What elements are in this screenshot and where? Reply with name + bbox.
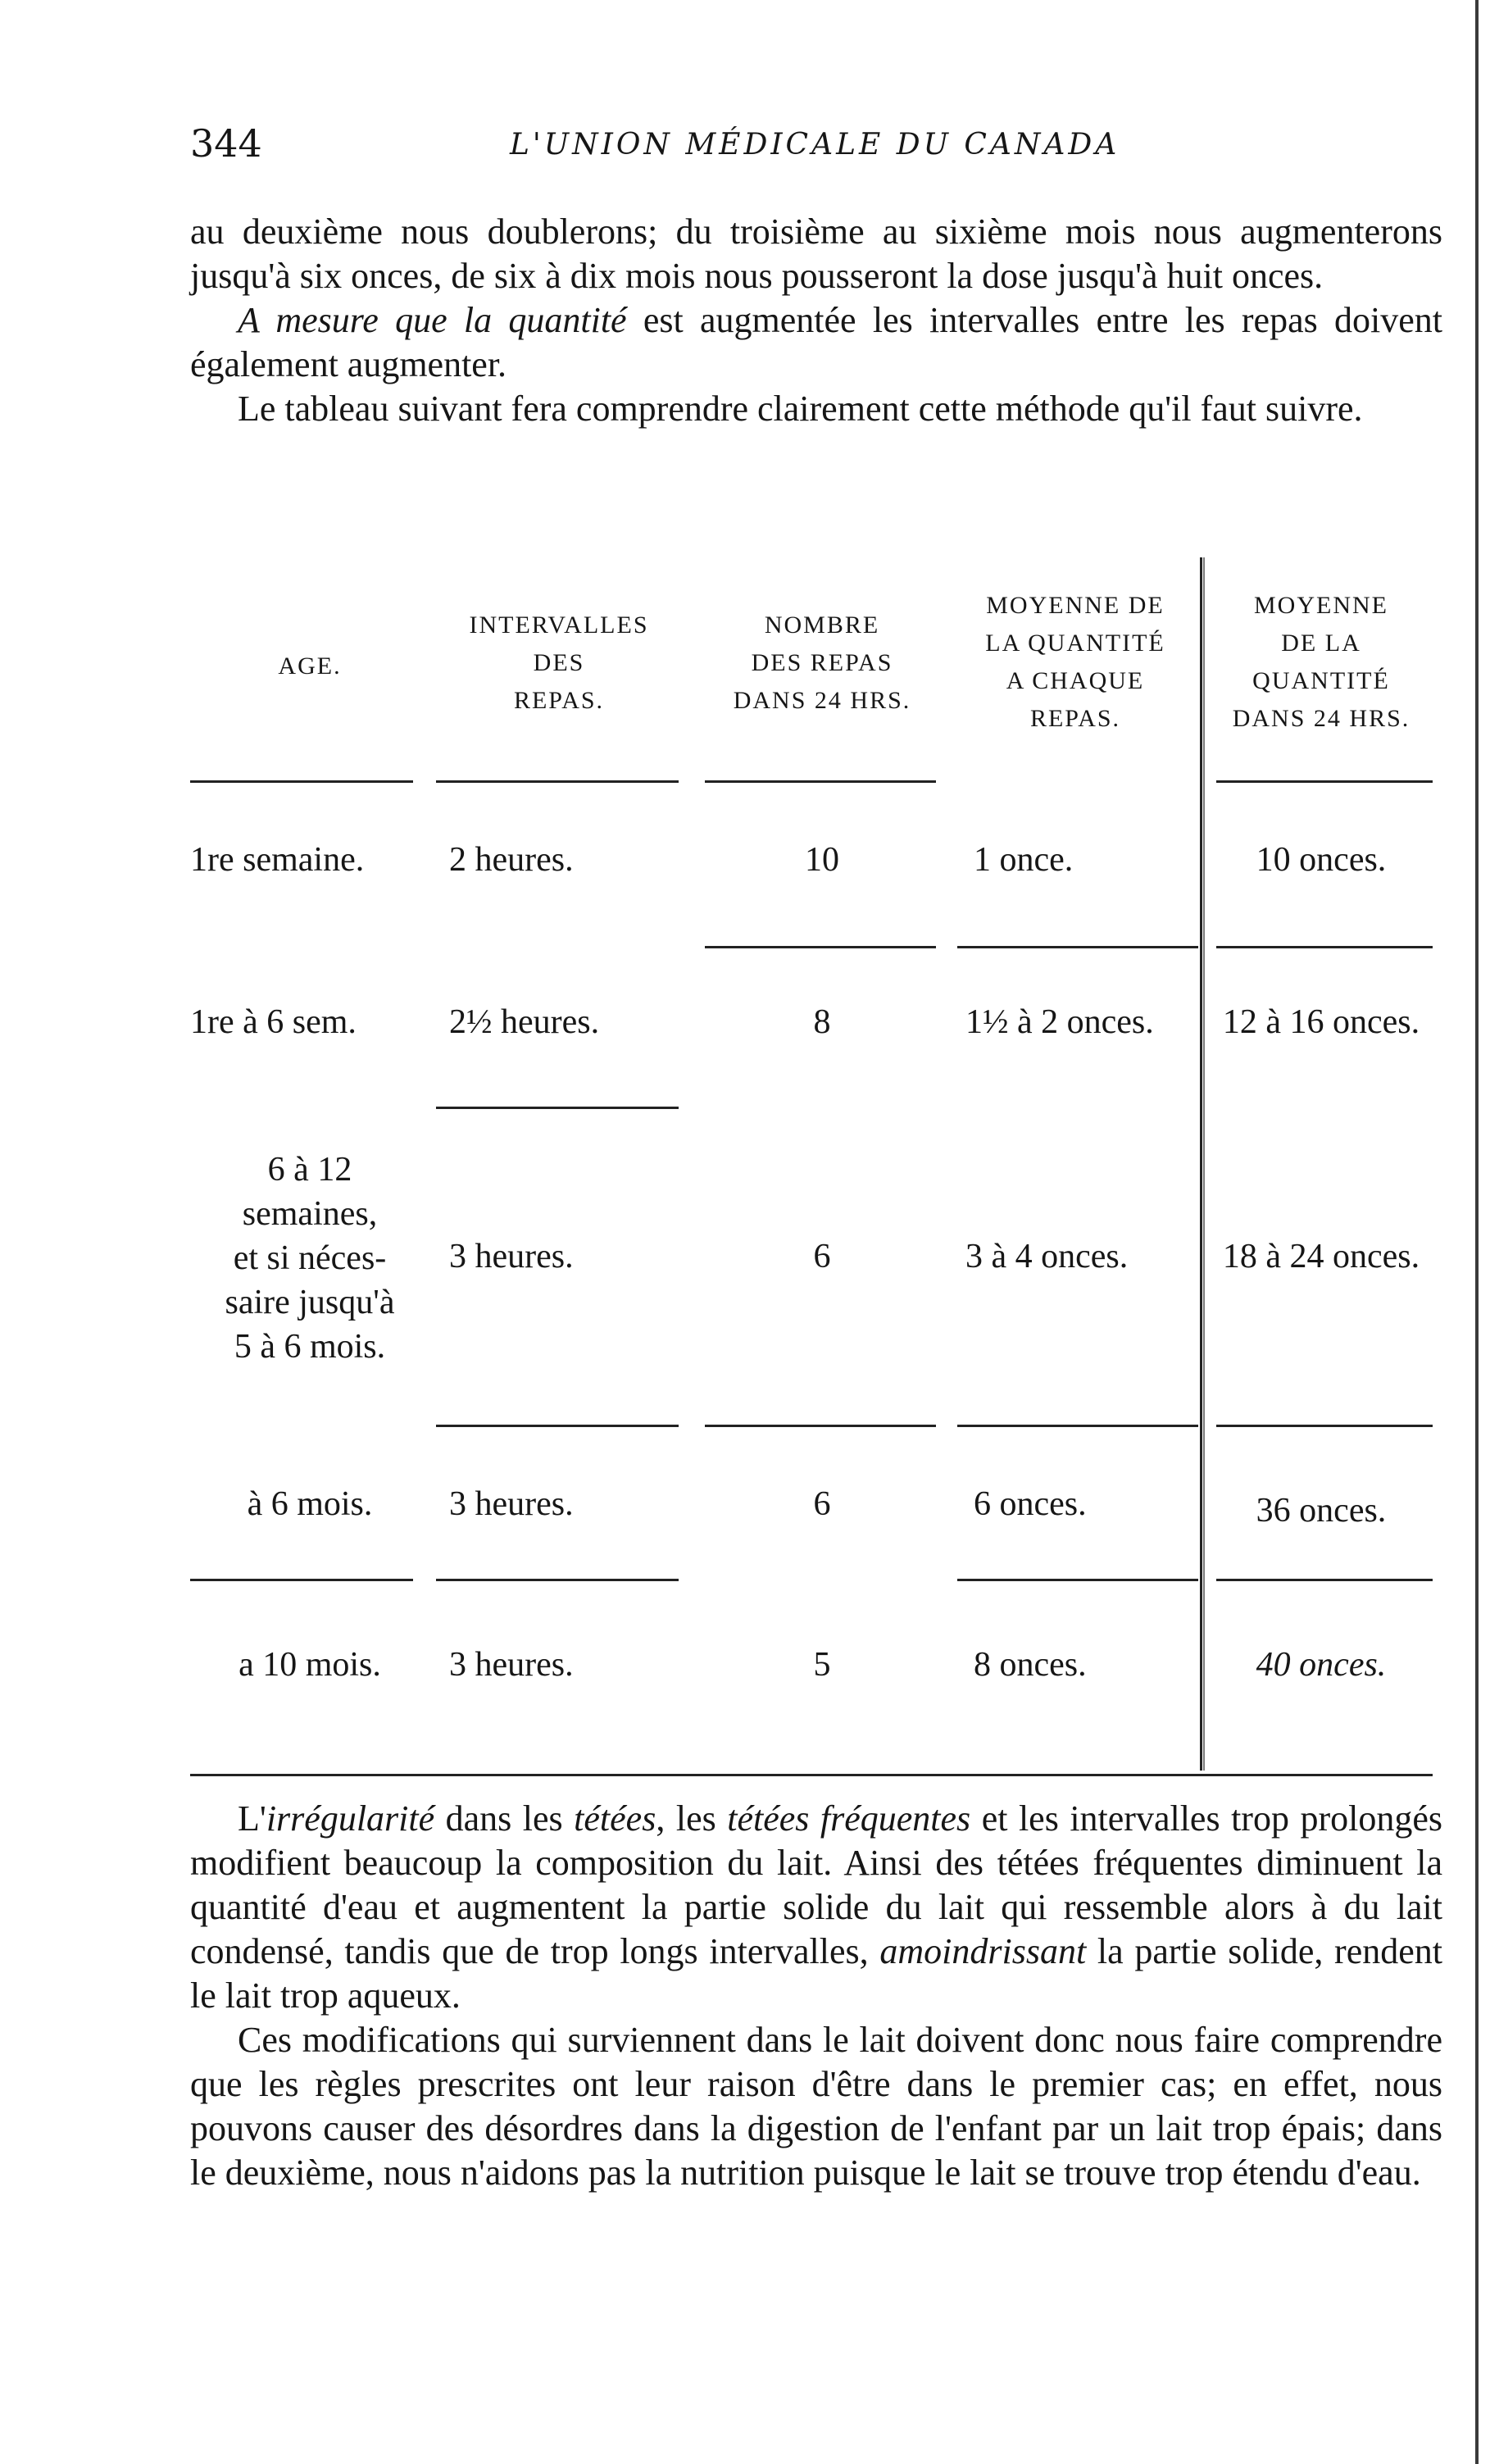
text-run: L' (238, 1798, 266, 1839)
header-daily-total-line: MOYENNE (1254, 592, 1388, 619)
table-row-1-age (190, 838, 429, 882)
table-row-2-interval: 2½ heures. (449, 1003, 600, 1041)
row-rule (436, 780, 679, 783)
age-line: 5 à 6 mois. (234, 1328, 386, 1366)
row-rule (190, 1579, 413, 1581)
header-daily-total (1206, 587, 1436, 738)
row-rule (957, 1579, 1198, 1581)
table-row-5-per-meal: 8 onces. (974, 1646, 1087, 1684)
header-daily-total-line: DE LA (1281, 630, 1361, 657)
table-row-2-per-meal: 1½ à 2 onces. (965, 1003, 1154, 1041)
age-line: à 6 mois. (247, 1485, 373, 1523)
row-rule (705, 1425, 936, 1427)
row-rule (436, 1107, 679, 1109)
age-line: saire jusqu'à (225, 1284, 395, 1321)
table-row-4-age (190, 1482, 429, 1526)
table-row-1-total: 10 onces. (1256, 841, 1387, 879)
intro-paragraph-1: au deuxième nous doublerons; du troisième au sixième mois nous augmenterons jusqu'à six onces, de six à dix mois nous pousseront la dose jusqu'à huit onces. (190, 211, 1442, 296)
text-run-italic: irrégularité (266, 1798, 435, 1839)
row-rule (1216, 780, 1433, 783)
age-line: 1re à 6 sem. (190, 1003, 357, 1041)
header-per-meal-line: MOYENNE DE (986, 592, 1165, 619)
table-row-2-age (190, 1000, 429, 1044)
text-run: la partie solide, rendent le lait trop aqueux. (190, 1931, 1442, 2016)
table-row-1-per-meal: 1 once. (974, 841, 1074, 879)
intro-text (190, 210, 1442, 431)
table-row-4-interval: 3 heures. (449, 1485, 574, 1523)
table-row-1-interval: 2 heures. (449, 841, 574, 879)
row-rule (957, 1425, 1198, 1427)
row-rule (1216, 1579, 1433, 1581)
table-row-3-per-meal: 3 à 4 onces. (965, 1238, 1129, 1275)
closing-text (190, 1797, 1442, 2195)
intro-paragraph-2-rest: est augmentée les intervalles entre les repas doivent également augmenter. (190, 300, 1442, 384)
table-row-3-age (190, 1148, 429, 1369)
header-meal-count-line: DANS 24 HRS. (733, 687, 911, 714)
closing-paragraph-2: Ces modifications qui surviennent dans le lait doivent donc nous faire comprendre que les règles prescrites ont leur raison d'être dans le premier cas; en effet, nous pouvons causer des désordres dans la digestion de l'enfant par un lait trop épais; dans le deuxième, nous n'aidons pas la nutrition puisque le lait se trouve trop étendu d'eau. (190, 2020, 1442, 2193)
feeding-table (190, 541, 1436, 1787)
row-rule (705, 780, 936, 783)
closing-paragraph-1 (190, 1797, 1442, 2018)
row-rule (705, 946, 936, 948)
age-line: 1re semaine. (190, 841, 365, 879)
table-row-2-total: 12 à 16 onces. (1222, 1003, 1420, 1041)
intro-paragraph-2-italic: A mesure que la quantité (238, 300, 627, 340)
row-rule (436, 1579, 679, 1581)
row-rule (1216, 1425, 1433, 1427)
row-rule (957, 946, 1198, 948)
header-age (190, 648, 429, 685)
row-rule (436, 1425, 679, 1427)
row-rule (190, 780, 413, 783)
table-row-4-count: 6 (813, 1485, 831, 1523)
table-row-3-total: 18 à 24 onces. (1222, 1238, 1420, 1275)
table-row-5-interval: 3 heures. (449, 1646, 574, 1684)
age-line: semaines, (242, 1195, 378, 1233)
header-intervals-line: REPAS. (513, 687, 605, 714)
header-daily-total-line: QUANTITÉ (1252, 667, 1390, 694)
table-row-4-per-meal: 6 onces. (974, 1485, 1087, 1523)
header-per-meal-line: LA QUANTITÉ (985, 630, 1165, 657)
text-run-italic: tétées (574, 1798, 656, 1839)
header-per-meal-line: REPAS. (1029, 705, 1121, 732)
header-meal-count-line: DES REPAS (751, 649, 893, 676)
table-row-3-count: 6 (813, 1238, 831, 1275)
table-row-5-total: 40 onces. (1256, 1646, 1387, 1684)
column-divider (1203, 557, 1205, 1771)
header-age-line: AGE. (278, 652, 342, 680)
header-intervals-line: INTERVALLES (469, 611, 649, 639)
header-intervals (429, 607, 688, 720)
page-number: 344 (190, 121, 262, 166)
age-line: et si néces- (233, 1239, 387, 1277)
header-intervals-line: DES (533, 649, 585, 676)
row-rule (1216, 946, 1433, 948)
age-line: a 10 mois. (238, 1646, 381, 1684)
header-per-meal-line: A CHAQUE (1006, 667, 1145, 694)
text-run: , les (656, 1798, 728, 1839)
text-run: dans les (434, 1798, 575, 1839)
text-run-italic: amoindrissant (879, 1931, 1087, 1971)
table-row-2-count: 8 (813, 1003, 831, 1041)
journal-title: L'UNION MÉDICALE DU CANADA (510, 128, 1120, 161)
table-row-3-interval: 3 heures. (449, 1238, 574, 1275)
text-run: et les intervalles trop prolongés modifient beaucoup la composition du lait. Ainsi des tétées fréquentes diminuent la quantité d'eau et augmentent la partie solide du lait qui ressemble alors à du lait condensé, tandis que de trop longs intervalles, (190, 1798, 1442, 1971)
table-row-5-count: 5 (813, 1646, 831, 1684)
column-divider (1200, 557, 1202, 1771)
header-daily-total-line: DANS 24 HRS. (1232, 705, 1411, 732)
page-edge-shadow (1475, 0, 1479, 2464)
intro-paragraph-2 (190, 298, 1442, 387)
header-meal-count-line: NOMBRE (764, 611, 880, 639)
table-row-4-total: 36 onces. (1256, 1492, 1387, 1530)
text-run-italic: tétées fréquentes (727, 1798, 971, 1839)
table-row-1-count: 10 (805, 841, 839, 879)
table-row-5-age (190, 1643, 429, 1687)
header-per-meal (952, 587, 1198, 738)
header-meal-count (693, 607, 951, 720)
running-header (190, 121, 1420, 170)
age-line: 6 à 12 (267, 1151, 352, 1189)
intro-paragraph-3: Le tableau suivant fera comprendre clairement cette méthode qu'il faut suivre. (238, 389, 1363, 429)
table-bottom-rule (190, 1774, 1433, 1776)
